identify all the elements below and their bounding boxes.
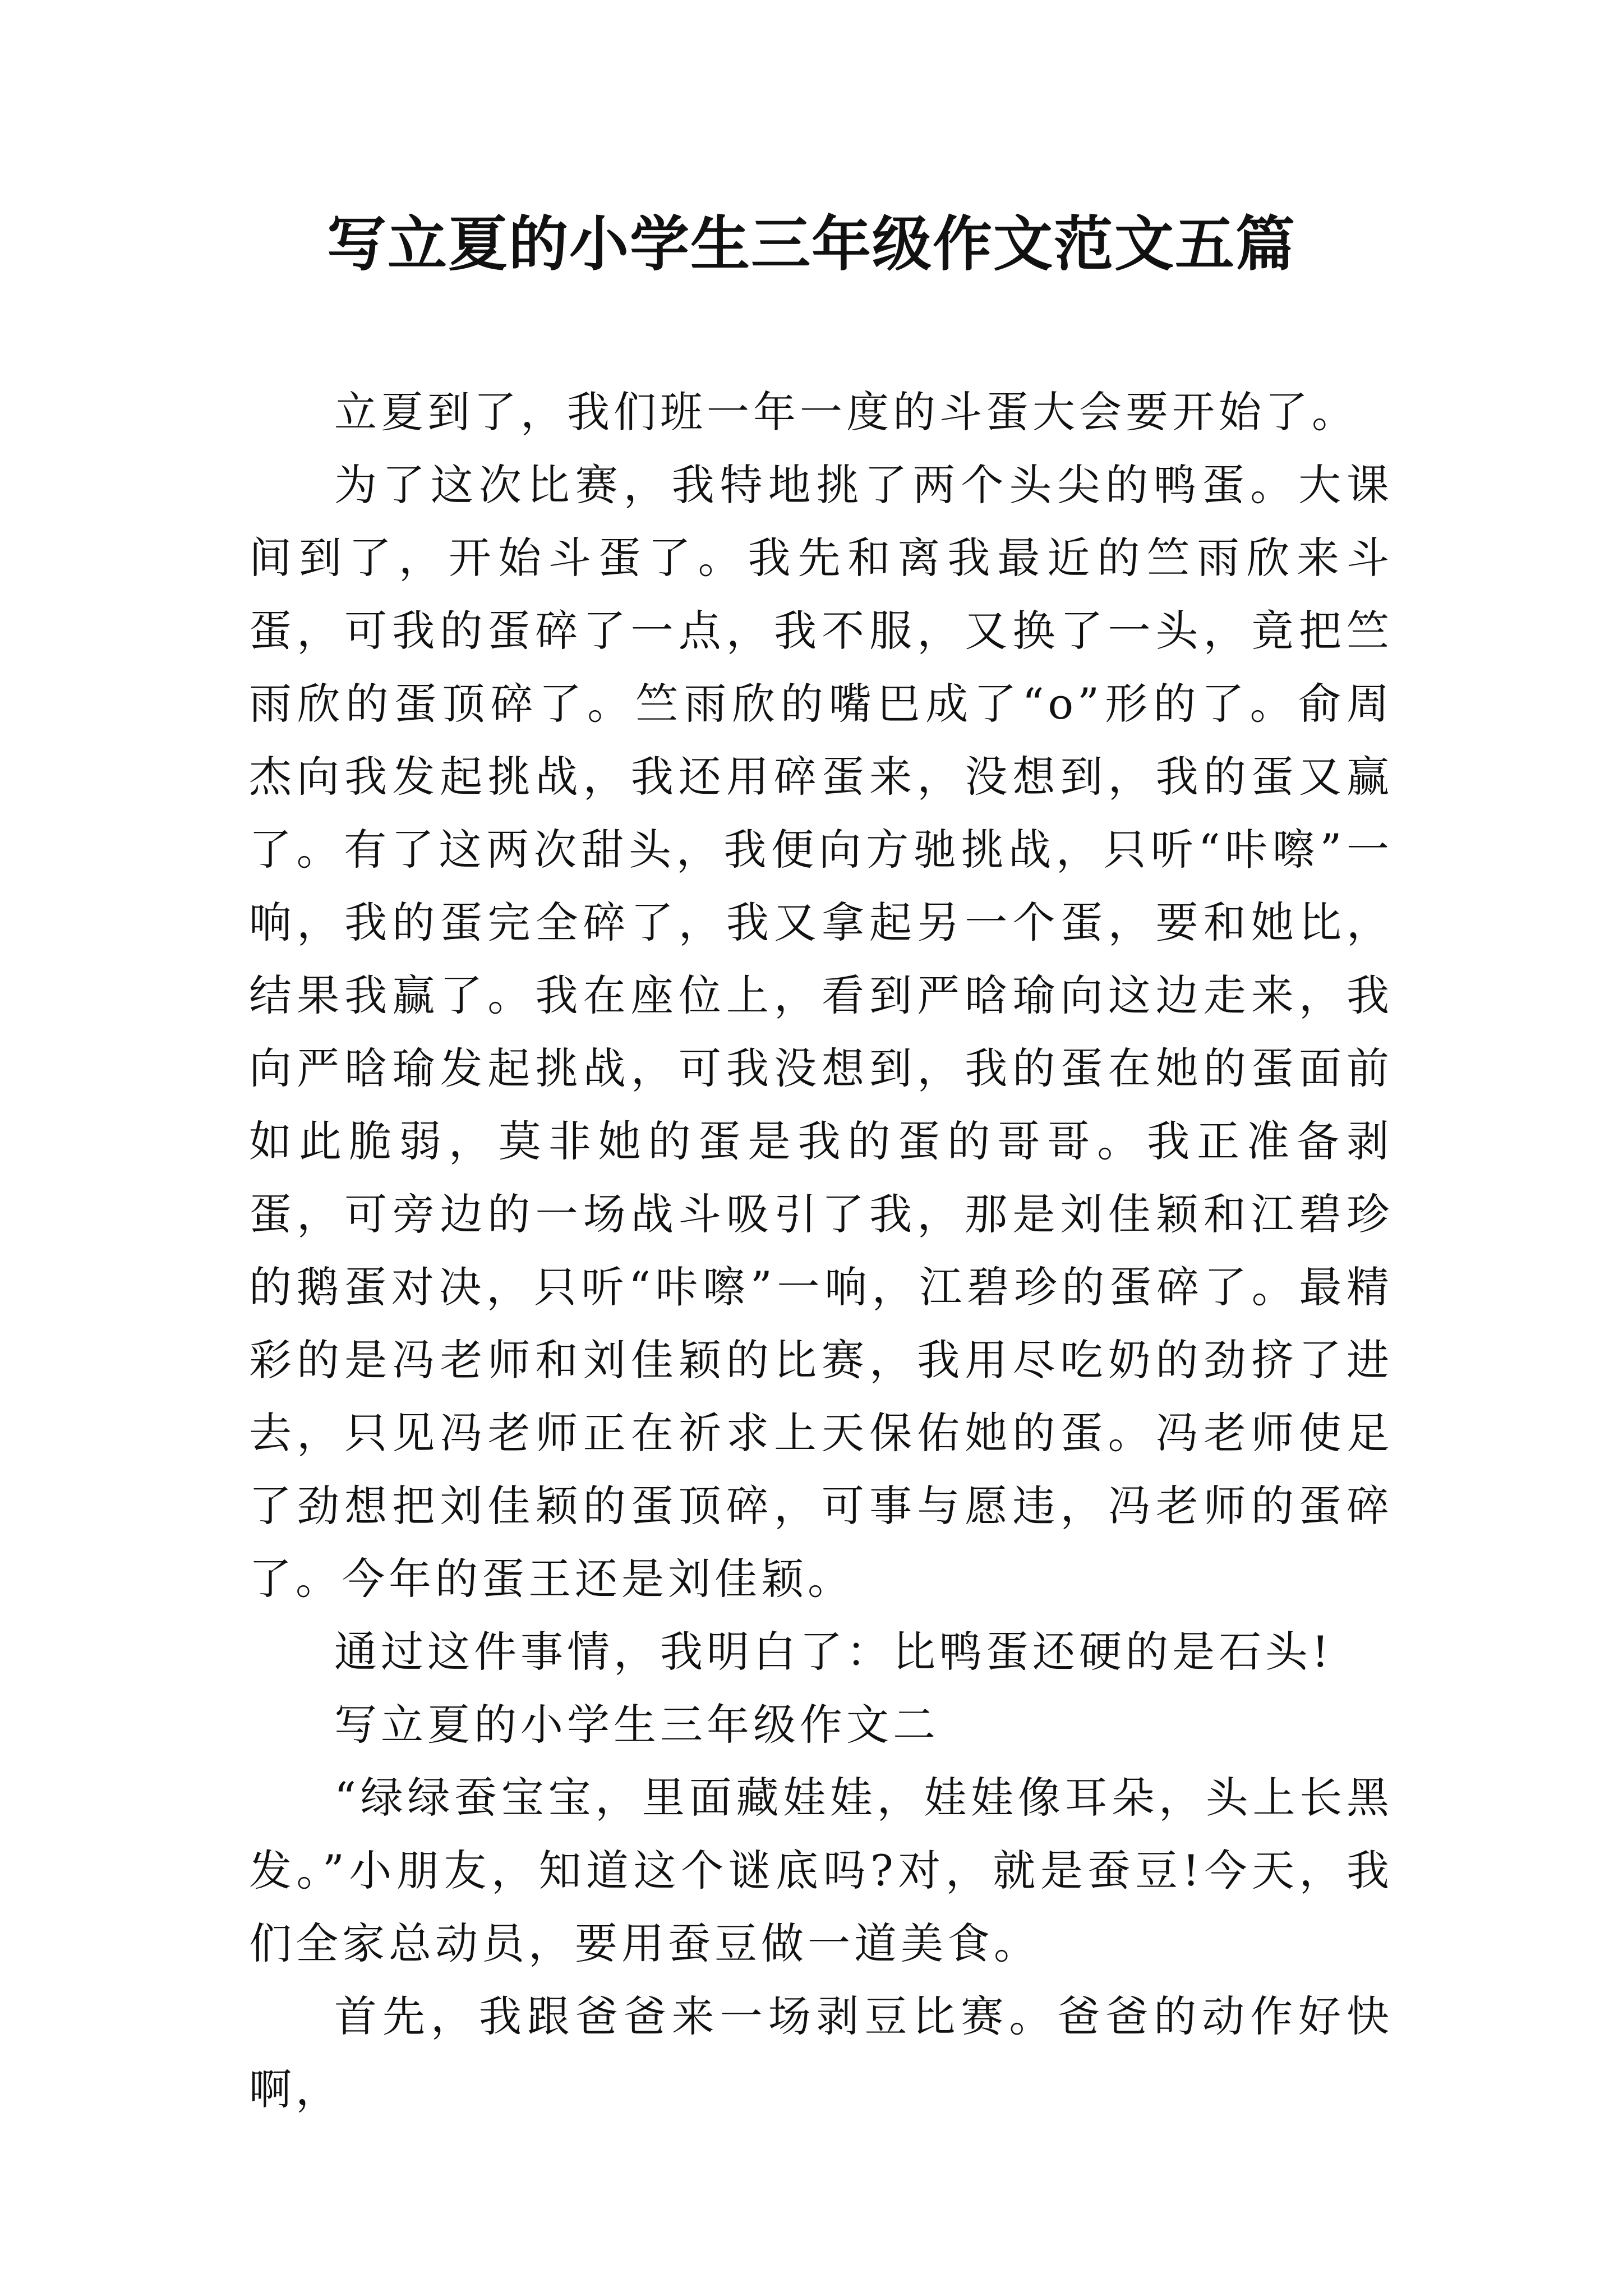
- document-body: [249, 376, 1393, 2126]
- section-heading: 写立夏的小学生三年级作文二: [334, 1700, 939, 1750]
- paragraph: 为了这次比赛，我特地挑了两个头尖的鸭蛋。大课间到了，开始斗蛋了。我先和离我最近的竺雨欣来斗蛋，可我的蛋碎了一点，我不服，又换了一头，竟把竺雨欣的蛋顶碎了。竺雨欣的嘴巴成了“o”形的了。俞周杰向我发起挑战，我还用碎蛋来，没想到，我的蛋又赢了。有了这两次甜头，我便向方驰挑战，只听“咔嚓”一响，我的蛋完全碎了，我又拿起另一个蛋，要和她比，结果我赢了。我在座位上，看到严晗瑜向这边走来，我向严晗瑜发起挑战，可我没想到，我的蛋在她的蛋面前如此脆弱，莫非她的蛋是我的蛋的哥哥。我正准备剥蛋，可旁边的一场战斗吸引了我，那是刘佳颖和江碧珍的鹅蛋对决，只听“咔嚓”一响，江碧珍的蛋碎了。最精彩的是冯老师和刘佳颖的比赛，我用尽吃奶的劲挤了进去，只见冯老师正在祈求上天保佑她的蛋。冯老师使足了劲想把刘佳颖的蛋顶碎，可事与愿违，冯老师的蛋碎了。今年的蛋王还是刘佳颖。: [249, 460, 1393, 1604]
- paragraph: 立夏到了，我们班一年一度的斗蛋大会要开始了。: [334, 387, 1358, 437]
- paragraph: 通过这件事情，我明白了：比鸭蛋还硬的是石头!: [334, 1627, 1333, 1677]
- paragraph: “绿绿蚕宝宝，里面藏娃娃，娃娃像耳朵，头上长黑发。”小朋友，知道这个谜底吗?对，就是蚕豆!今天，我们全家总动员，要用蚕豆做一道美食。: [249, 1773, 1393, 1968]
- paragraph: 首先，我跟爸爸来一场剥豆比赛。爸爸的动作好快啊，: [249, 1991, 1393, 2114]
- document-title: 写立夏的小学生三年级作文范文五篇: [327, 209, 1296, 279]
